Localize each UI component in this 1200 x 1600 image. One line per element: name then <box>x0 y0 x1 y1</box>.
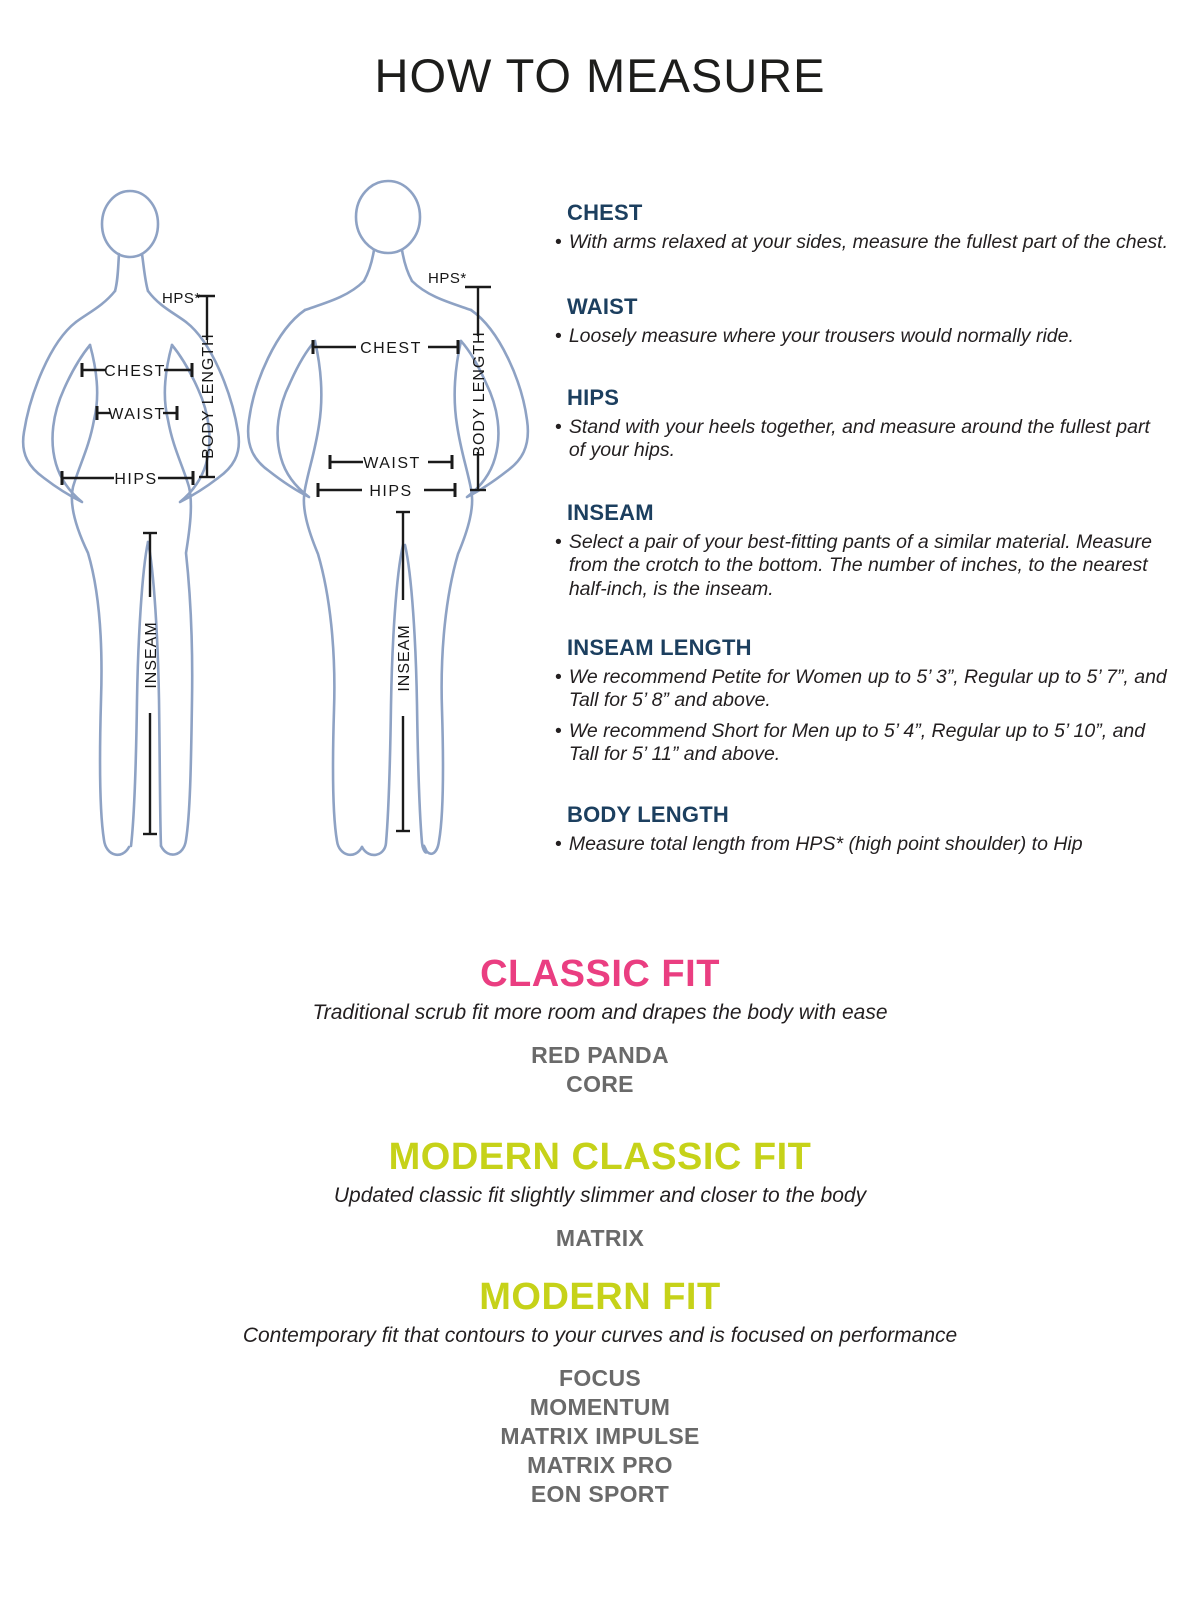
female-annotations <box>62 290 217 834</box>
section-inseam-length-bullet-men <box>553 720 1168 767</box>
male-figure-outline <box>248 181 528 855</box>
female-head <box>102 191 158 257</box>
female-arm-left <box>23 322 90 502</box>
section-inseam-length-bullet-women <box>553 666 1168 713</box>
product-eon-sport: EON SPORT <box>530 1481 670 1507</box>
male-hips-label: HIPS <box>369 483 413 500</box>
measurement-diagram <box>0 150 550 880</box>
section-waist-heading: WAIST <box>567 294 638 319</box>
section-chest <box>553 200 1168 261</box>
female-waist-label: WAIST <box>108 406 166 423</box>
male-torso-leg-left <box>304 341 362 855</box>
section-body-length-bullet <box>553 833 1168 856</box>
section-inseam <box>553 500 1168 608</box>
male-inseam-label: INSEAM <box>396 624 413 692</box>
section-inseam-length-text-women: • We recommend Petite for Women up to 5’ 3”, Regular up to 5’ 7”, and Tall for 5’ 8” and above. <box>568 666 1167 712</box>
female-hips-label: HIPS <box>114 471 158 488</box>
modern-fit-description: Contemporary fit that contours to your curves and is focused on performance <box>242 1324 958 1347</box>
section-body-length-heading: BODY LENGTH <box>567 802 729 827</box>
section-waist-text: • Loosely measure where your trousers would normally ride. <box>568 325 1074 347</box>
male-waist-label: WAIST <box>363 455 421 472</box>
page-title: HOW TO MEASURE <box>374 49 826 102</box>
female-chest-label: CHEST <box>104 363 166 380</box>
female-hps-label: HPS* <box>162 290 201 307</box>
male-annotations <box>313 270 491 831</box>
female-neck-left <box>115 254 119 291</box>
section-inseam-length-heading: INSEAM LENGTH <box>567 635 752 660</box>
product-matrix-pro: MATRIX PRO <box>527 1452 673 1478</box>
section-waist-bullet <box>553 325 1168 348</box>
female-inner-leg-left <box>131 542 148 846</box>
male-torso-leg-right <box>424 341 472 854</box>
modern-classic-fit-block <box>10 1138 1190 1253</box>
male-hps-label: HPS* <box>428 270 467 287</box>
modern-classic-fit-products <box>10 1224 1190 1253</box>
modern-classic-fit-title: MODERN CLASSIC FIT <box>388 1136 812 1178</box>
section-inseam-length-text-men: • We recommend Short for Men up to 5’ 4”, Regular up to 5’ 10”, and Tall for 5’ 11” and above. <box>568 719 1146 766</box>
modern-classic-fit-description: Updated classic fit slightly slimmer and closer to the body <box>333 1184 867 1207</box>
male-bodylength-label: BODY LENGTH <box>471 331 488 457</box>
section-inseam-text: • Select a pair of your best-fitting pants of a similar material. Measure from the crotch to the bottom. The number of inches, to the nearest half-inch, is the inseam. <box>568 531 1152 600</box>
male-inner-leg-left <box>362 545 403 855</box>
section-chest-bullet <box>553 231 1168 254</box>
female-shoulder-left <box>76 291 115 322</box>
section-waist <box>553 294 1168 355</box>
product-matrix-impulse: MATRIX IMPULSE <box>500 1423 700 1449</box>
male-neck-left <box>364 250 374 281</box>
male-chest-label: CHEST <box>360 340 422 357</box>
product-core: CORE <box>566 1071 634 1097</box>
modern-fit-title: MODERN FIT <box>479 1276 721 1318</box>
product-red-panda: RED PANDA <box>531 1042 669 1068</box>
modern-fit-products <box>10 1364 1190 1509</box>
female-inseam-label: INSEAM <box>143 621 160 689</box>
section-hips-heading: HIPS <box>567 385 620 410</box>
male-inner-leg-right <box>405 545 426 852</box>
male-head <box>356 181 420 253</box>
section-hips-bullet <box>553 416 1168 463</box>
classic-fit-description: Traditional scrub fit more room and drapes the body with ease <box>312 1001 888 1024</box>
section-inseam-bullet <box>553 531 1168 601</box>
male-neck-right <box>402 250 412 281</box>
classic-fit-block <box>10 955 1190 1099</box>
section-body-length <box>553 802 1168 863</box>
section-body-length-text: • Measure total length from HPS* (high point shoulder) to Hip <box>568 833 1083 855</box>
classic-fit-products <box>10 1041 1190 1099</box>
product-matrix: MATRIX <box>555 1225 645 1251</box>
section-hips-text: • Stand with your heels together, and measure around the fullest part of your hips. <box>568 416 1150 462</box>
female-neck-right <box>142 254 148 291</box>
section-inseam-heading: INSEAM <box>567 500 654 525</box>
section-inseam-length <box>553 635 1168 774</box>
female-figure-outline <box>23 191 239 855</box>
male-shoulder-left <box>305 281 364 310</box>
modern-fit-block <box>10 1278 1190 1509</box>
product-focus: FOCUS <box>559 1365 641 1391</box>
product-momentum: MOMENTUM <box>529 1394 671 1420</box>
female-bodylength-label: BODY LENGTH <box>200 333 217 459</box>
section-hips <box>553 385 1168 470</box>
section-chest-heading: CHEST <box>567 200 643 225</box>
section-chest-text: • With arms relaxed at your sides, measure the fullest part of the chest. <box>568 231 1169 253</box>
classic-fit-title: CLASSIC FIT <box>480 953 720 995</box>
male-arm-left <box>248 310 315 497</box>
